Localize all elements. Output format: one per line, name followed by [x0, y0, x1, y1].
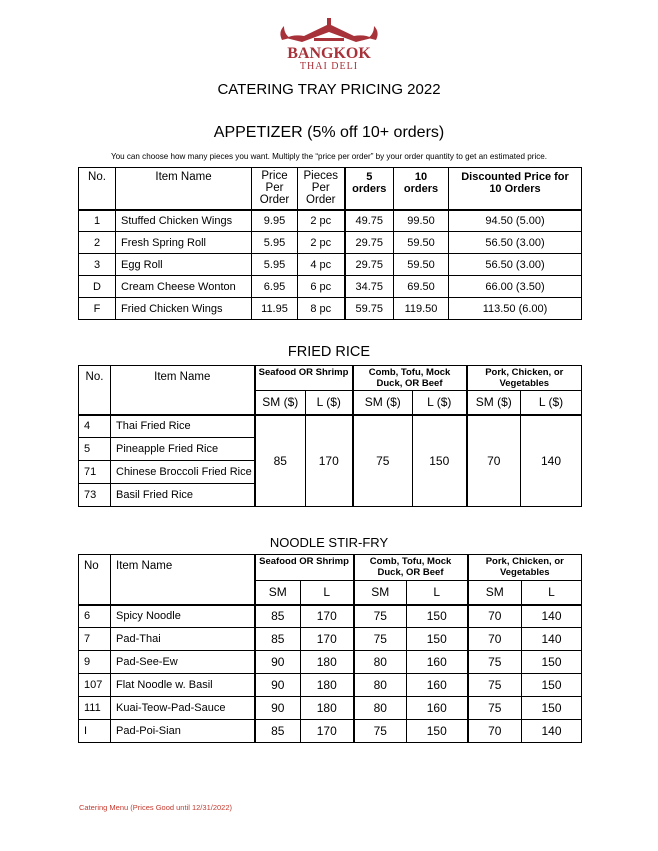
appetizer-title: APPETIZER (5% off 10+ orders)	[213, 124, 445, 141]
cell-no: 2	[79, 232, 116, 254]
col-l: L ($)	[306, 391, 353, 415]
cell-price: 90	[255, 674, 301, 697]
cell-no: 1	[79, 210, 116, 232]
cell-price: 5.95	[252, 254, 298, 276]
group-line: Comb, Tofu, Mock	[368, 367, 451, 378]
fried-rice-header-row	[79, 366, 582, 391]
table-row	[79, 605, 582, 628]
group-comb-tofu-duck-beef	[353, 366, 467, 391]
cell-item: Fried Chicken Wings	[116, 298, 252, 320]
cell-no: 107	[79, 674, 111, 697]
col-item-name: Item Name	[111, 555, 255, 605]
cell-pieces: 2 pc	[298, 232, 345, 254]
price-seafood-sm: 85	[255, 415, 306, 507]
cell-item: Basil Fried Rice	[111, 484, 255, 507]
group-line: Vegetables	[499, 378, 550, 389]
col-10-orders	[394, 168, 449, 210]
cell-no: 4	[79, 415, 111, 438]
cell-price: 75	[354, 720, 407, 743]
cell-price: 160	[407, 697, 468, 720]
cell-price: 85	[255, 628, 301, 651]
col-sm: SM	[255, 581, 301, 605]
col-item-name: Item Name	[111, 366, 255, 415]
col-l: L	[522, 581, 582, 605]
cell-price: 140	[522, 605, 582, 628]
cell-price: 6.95	[252, 276, 298, 298]
col-10-line: 10	[414, 171, 428, 183]
table-row	[79, 276, 582, 298]
cell-price: 150	[407, 628, 468, 651]
cell-price: 170	[301, 628, 354, 651]
group-line: Pork, Chicken, or	[485, 556, 564, 567]
cell-5-orders: 34.75	[345, 276, 394, 298]
col-sm: SM ($)	[467, 391, 521, 415]
price-pork-sm: 70	[467, 415, 521, 507]
cell-10-orders: 59.50	[394, 232, 449, 254]
price-comb-sm: 75	[353, 415, 413, 507]
cell-item: Pad-Thai	[111, 628, 255, 651]
cell-price: 170	[301, 605, 354, 628]
col-pieces-line: Per	[311, 182, 330, 195]
col-item-name: Item Name	[116, 168, 252, 210]
col-sm: SM ($)	[353, 391, 413, 415]
group-comb-tofu-duck-beef	[354, 555, 468, 581]
cell-item: Chinese Broccoli Fried Rice	[111, 461, 255, 484]
col-price-line: Per	[265, 182, 284, 195]
footer-note: Catering Menu (Prices Good until 12/31/2022)	[79, 803, 233, 812]
cell-no: 5	[79, 438, 111, 461]
col-no: No.	[79, 168, 116, 210]
appetizer-note: You can choose how many pieces you want. Multiply the “price per order” by your order quantity to get an estimated price.	[110, 152, 548, 161]
price-seafood-l: 170	[306, 415, 353, 507]
cell-no: 7	[79, 628, 111, 651]
cell-price: 150	[522, 674, 582, 697]
noodle-title: NOODLE STIR-FRY	[269, 535, 389, 550]
cell-item: Pad-Poi-Sian	[111, 720, 255, 743]
cell-item: Fresh Spring Roll	[116, 232, 252, 254]
cell-price: 75	[468, 651, 522, 674]
group-seafood-shrimp: Seafood OR Shrimp	[255, 366, 353, 391]
col-disc-line: 10 Orders	[489, 183, 541, 195]
col-pieces-per-order	[298, 168, 345, 210]
col-price-line: Price	[261, 170, 288, 183]
cell-price: 170	[301, 720, 354, 743]
appetizer-header-row	[79, 168, 582, 210]
table-row	[79, 210, 582, 232]
cell-5-orders: 29.75	[345, 254, 394, 276]
cell-price: 80	[354, 651, 407, 674]
fried-rice-table	[78, 365, 582, 507]
cell-5-orders: 29.75	[345, 232, 394, 254]
group-line: Comb, Tofu, Mock	[369, 556, 452, 567]
col-pieces-line: Pieces	[303, 170, 339, 183]
cell-price: 140	[522, 720, 582, 743]
cell-price: 80	[354, 697, 407, 720]
price-pork-l: 140	[521, 415, 582, 507]
cell-item: Kuai-Teow-Pad-Sauce	[111, 697, 255, 720]
col-5-orders	[345, 168, 394, 210]
cell-price: 150	[522, 697, 582, 720]
cell-10-orders: 59.50	[394, 254, 449, 276]
cell-discounted: 113.50 (6.00)	[449, 298, 582, 320]
table-row	[79, 298, 582, 320]
cell-price: 180	[301, 651, 354, 674]
col-discounted-price	[449, 168, 582, 210]
col-5-line: 5	[366, 171, 373, 183]
noodle-table	[78, 554, 582, 743]
fried-rice-title: FRIED RICE	[287, 344, 371, 360]
cell-price: 11.95	[252, 298, 298, 320]
cell-pieces: 6 pc	[298, 276, 345, 298]
col-price-line: Order	[259, 194, 290, 207]
cell-no: D	[79, 276, 116, 298]
cell-discounted: 66.00 (3.50)	[449, 276, 582, 298]
cell-price: 5.95	[252, 232, 298, 254]
group-pork-chicken-veg	[468, 555, 582, 581]
noodle-header-row	[79, 555, 582, 581]
cell-item: Pad-See-Ew	[111, 651, 255, 674]
cell-no: 6	[79, 605, 111, 628]
cell-price: 70	[468, 605, 522, 628]
cell-price: 80	[354, 674, 407, 697]
cell-price: 150	[407, 605, 468, 628]
cell-no: 3	[79, 254, 116, 276]
cell-item: Cream Cheese Wonton	[116, 276, 252, 298]
col-sm: SM	[354, 581, 407, 605]
cell-item: Stuffed Chicken Wings	[116, 210, 252, 232]
cell-pieces: 4 pc	[298, 254, 345, 276]
table-row	[79, 628, 582, 651]
table-row	[79, 697, 582, 720]
col-sm: SM	[468, 581, 522, 605]
table-row	[79, 232, 582, 254]
cell-discounted: 94.50 (5.00)	[449, 210, 582, 232]
cell-no: 73	[79, 484, 111, 507]
cell-pieces: 8 pc	[298, 298, 345, 320]
cell-discounted: 56.50 (3.00)	[449, 254, 582, 276]
col-l: L	[301, 581, 354, 605]
cell-price: 9.95	[252, 210, 298, 232]
group-pork-chicken-veg	[467, 366, 582, 391]
col-no: No	[79, 555, 111, 605]
cell-5-orders: 59.75	[345, 298, 394, 320]
cell-price: 150	[407, 720, 468, 743]
table-row	[79, 254, 582, 276]
cell-no: 71	[79, 461, 111, 484]
cell-price: 160	[407, 651, 468, 674]
cell-price: 75	[468, 674, 522, 697]
cell-10-orders: 99.50	[394, 210, 449, 232]
cell-price: 85	[255, 720, 301, 743]
cell-5-orders: 49.75	[345, 210, 394, 232]
cell-item: Thai Fried Rice	[111, 415, 255, 438]
table-row	[79, 651, 582, 674]
col-sm: SM ($)	[255, 391, 306, 415]
cell-price: 90	[255, 697, 301, 720]
col-l: L ($)	[413, 391, 467, 415]
group-seafood-shrimp: Seafood OR Shrimp	[255, 555, 354, 581]
cell-pieces: 2 pc	[298, 210, 345, 232]
cell-item: Pineapple Fried Rice	[111, 438, 255, 461]
col-no: No.	[79, 366, 111, 415]
group-line: Duck, OR Beef	[376, 378, 443, 389]
cell-price: 90	[255, 651, 301, 674]
cell-item: Flat Noodle w. Basil	[111, 674, 255, 697]
cell-price: 85	[255, 605, 301, 628]
group-line: Pork, Chicken, or	[485, 367, 564, 378]
col-l: L ($)	[521, 391, 582, 415]
col-pieces-line: Order	[306, 194, 336, 207]
page-title: CATERING TRAY PRICING 2022	[217, 81, 441, 98]
cell-discounted: 56.50 (3.00)	[449, 232, 582, 254]
col-disc-line: Discounted Price for	[461, 171, 569, 183]
table-row	[79, 415, 582, 438]
price-comb-l: 150	[413, 415, 467, 507]
cell-price: 75	[354, 628, 407, 651]
group-line: Vegetables	[499, 567, 550, 578]
cell-no: 111	[79, 697, 111, 720]
appetizer-table	[78, 167, 582, 320]
col-l: L	[407, 581, 468, 605]
logo-name: BANGKOK	[287, 45, 371, 62]
group-line: Duck, OR Beef	[377, 567, 444, 578]
cell-no: F	[79, 298, 116, 320]
cell-10-orders: 69.50	[394, 276, 449, 298]
temple-roof-icon	[274, 18, 384, 70]
cell-price: 75	[468, 697, 522, 720]
cell-price: 75	[354, 605, 407, 628]
brand-logo	[0, 18, 658, 70]
cell-price: 70	[468, 720, 522, 743]
cell-price: 180	[301, 674, 354, 697]
cell-item: Egg Roll	[116, 254, 252, 276]
logo-tagline: THAI DELI	[299, 61, 359, 70]
cell-item: Spicy Noodle	[111, 605, 255, 628]
cell-price: 140	[522, 628, 582, 651]
cell-10-orders: 119.50	[394, 298, 449, 320]
cell-price: 70	[468, 628, 522, 651]
table-row	[79, 720, 582, 743]
cell-price: 180	[301, 697, 354, 720]
col-price-per-order	[252, 168, 298, 210]
col-10-line: orders	[403, 183, 439, 195]
cell-no: I	[79, 720, 111, 743]
cell-no: 9	[79, 651, 111, 674]
cell-price: 160	[407, 674, 468, 697]
cell-price: 150	[522, 651, 582, 674]
col-5-line: orders	[352, 183, 387, 195]
table-row	[79, 674, 582, 697]
